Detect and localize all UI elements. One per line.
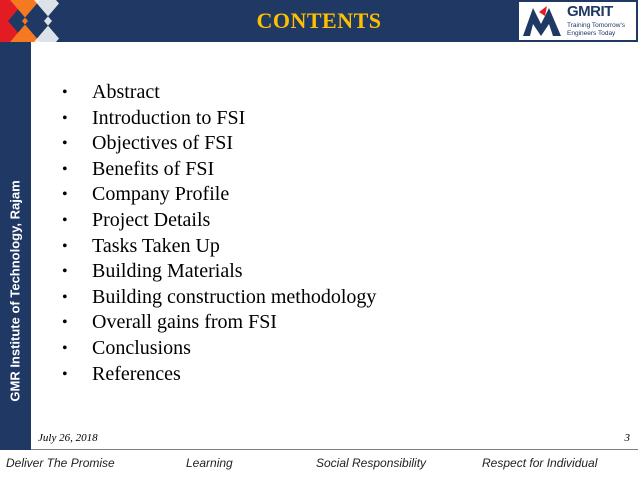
slide-title: CONTENTS [256,8,382,33]
list-item-label: Benefits of FSI [92,157,215,180]
value-deliver-the-promise: Deliver The Promise [6,456,115,470]
logo-wordmark: GMRIT [567,3,613,20]
values-bar [0,456,638,476]
header-bar [0,0,638,42]
gmrit-logo [519,2,636,40]
slide-date: July 26, 2018 [38,432,98,444]
bullet-icon: • [62,211,68,229]
page-number: 3 [624,432,630,444]
bullet-icon: • [62,314,68,332]
list-item-label: Abstract [92,81,160,103]
bullet-icon: • [62,365,68,383]
list-item-label: Building construction methodology [92,285,377,308]
list-item-label: Overall gains from FSI [92,311,277,334]
institute-name: GMR Institute of Technology, Rajam [7,180,23,402]
logo-tagline: Training Tomorrow's Engineers Today [567,22,625,37]
list-item-label: References [92,362,181,385]
bullet-icon: • [62,135,68,153]
list-item-label: Objectives of FSI [92,132,234,155]
gmrit-logo-mark [521,4,563,38]
bullet-icon: • [62,84,68,101]
list-item-label: Building Materials [92,260,243,283]
list-item-label: Company Profile [92,183,230,206]
bullet-icon: • [62,109,68,127]
bullet-icon: • [62,160,68,178]
institute-sidebar [0,42,31,450]
list-item-label: Conclusions [92,336,191,359]
bullet-icon: • [62,288,68,306]
list-item-label: Tasks Taken Up [92,234,220,257]
list-item-label: Introduction to FSI [92,106,246,129]
bullet-icon: • [62,237,68,255]
list-item-label: Project Details [92,208,211,231]
bullet-icon: • [62,339,68,357]
bullet-icon: • [62,263,68,281]
bullet-icon: • [62,186,68,204]
value-learning: Learning [186,456,233,470]
value-social-responsibility: Social Responsibility [316,456,427,470]
value-respect-for-individual: Respect for Individual [482,456,598,470]
footer-divider [31,449,638,450]
